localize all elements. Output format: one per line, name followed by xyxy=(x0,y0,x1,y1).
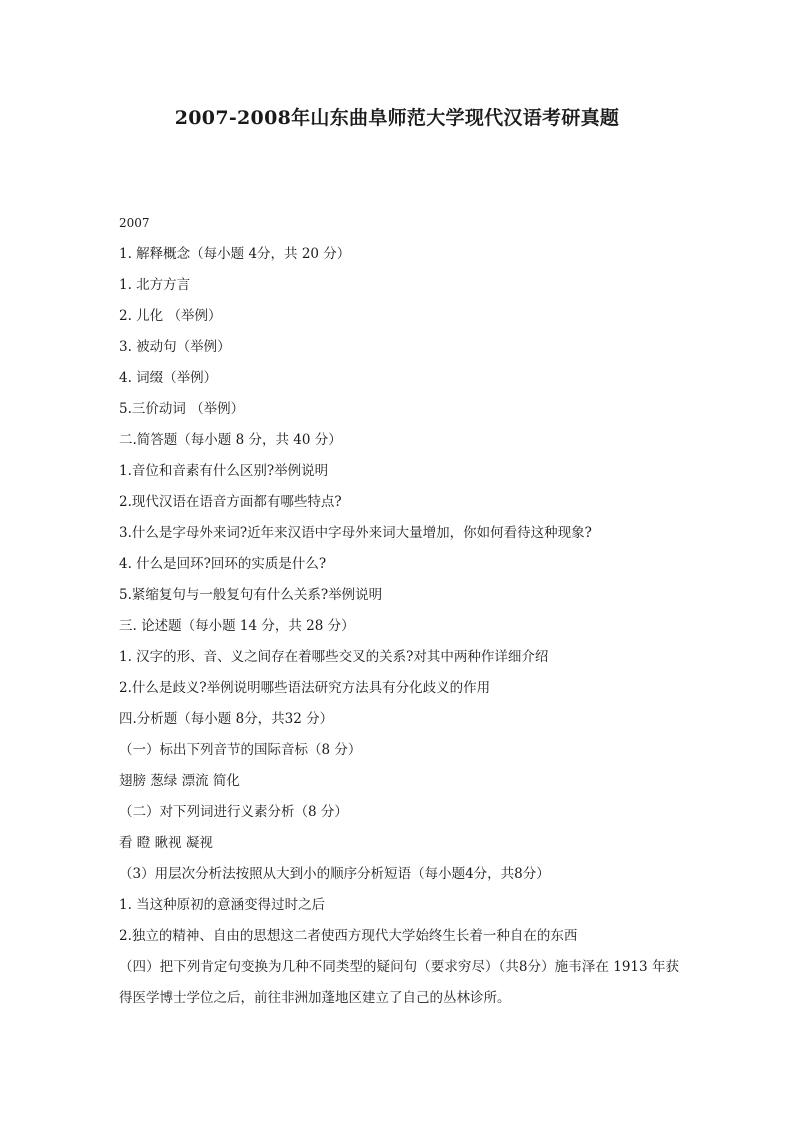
question-line: 4. 什么是回环?回环的实质是什么? xyxy=(119,556,327,572)
question-line: 四.分析题（每小题 8分，共32 分） xyxy=(119,711,334,727)
question-paragraph: （四）把下列肯定句变换为几种不同类型的疑问句（要求穷尽）（共8分）施韦泽在 1913 年获得医学博士学位之后，前往非洲加蓬地区建立了自己的丛林诊所。 xyxy=(119,959,679,1006)
year-label: 2007 xyxy=(119,216,150,230)
question-line: 2. 儿化 （举例） xyxy=(119,308,222,324)
question-line: 2.现代汉语在语音方面都有哪些特点? xyxy=(119,494,342,510)
question-line: 5.三价动词 （举例） xyxy=(119,401,245,417)
question-list xyxy=(119,239,679,952)
question-line: 看 瞪 瞅视 凝视 xyxy=(119,835,213,851)
question-line: 三. 论述题（每小题 14 分，共 28 分） xyxy=(119,618,355,634)
question-line: 1.音位和音素有什么区别?举例说明 xyxy=(119,463,329,479)
question-line: （一）标出下列音节的国际音标（8 分） xyxy=(119,742,362,758)
question-line: 3. 被动句（举例） xyxy=(119,339,231,355)
question-line: 1. 汉字的形、音、义之间存在着哪些交叉的关系?对其中两种作详细介绍 xyxy=(119,649,549,665)
document-body xyxy=(119,208,679,1014)
question-line: 4. 词缀（举例） xyxy=(119,370,218,386)
question-line: 1. 北方方言 xyxy=(119,277,191,293)
question-line: （二）对下列词进行义素分析（8 分） xyxy=(119,804,348,820)
question-line: 2.什么是歧义?举例说明哪些语法研究方法具有分化歧义的作用 xyxy=(119,680,491,696)
document-title: 2007-2008年山东曲阜师范大学现代汉语考研真题 xyxy=(174,107,620,129)
question-line: 二.简答题（每小题 8 分，共 40 分） xyxy=(119,432,342,448)
question-line: （3）用层次分析法按照从大到小的顺序分析短语（每小题4分，共8分） xyxy=(119,866,550,882)
question-line: 2.独立的精神、自由的思想这二者使西方现代大学始终生长着一种自在的东西 xyxy=(119,928,578,944)
question-line: 5.紧缩复句与一般复句有什么关系?举例说明 xyxy=(119,587,383,603)
question-line: 1. 当这种原初的意涵变得过时之后 xyxy=(119,897,326,913)
question-line: 翅膀 葱绿 漂流 简化 xyxy=(119,773,240,789)
question-line: 1. 解释概念（每小题 4分，共 20 分） xyxy=(119,246,351,262)
question-line: 3.什么是字母外来词?近年来汉语中字母外来词大量增加，你如何看待这种现象? xyxy=(119,525,592,541)
